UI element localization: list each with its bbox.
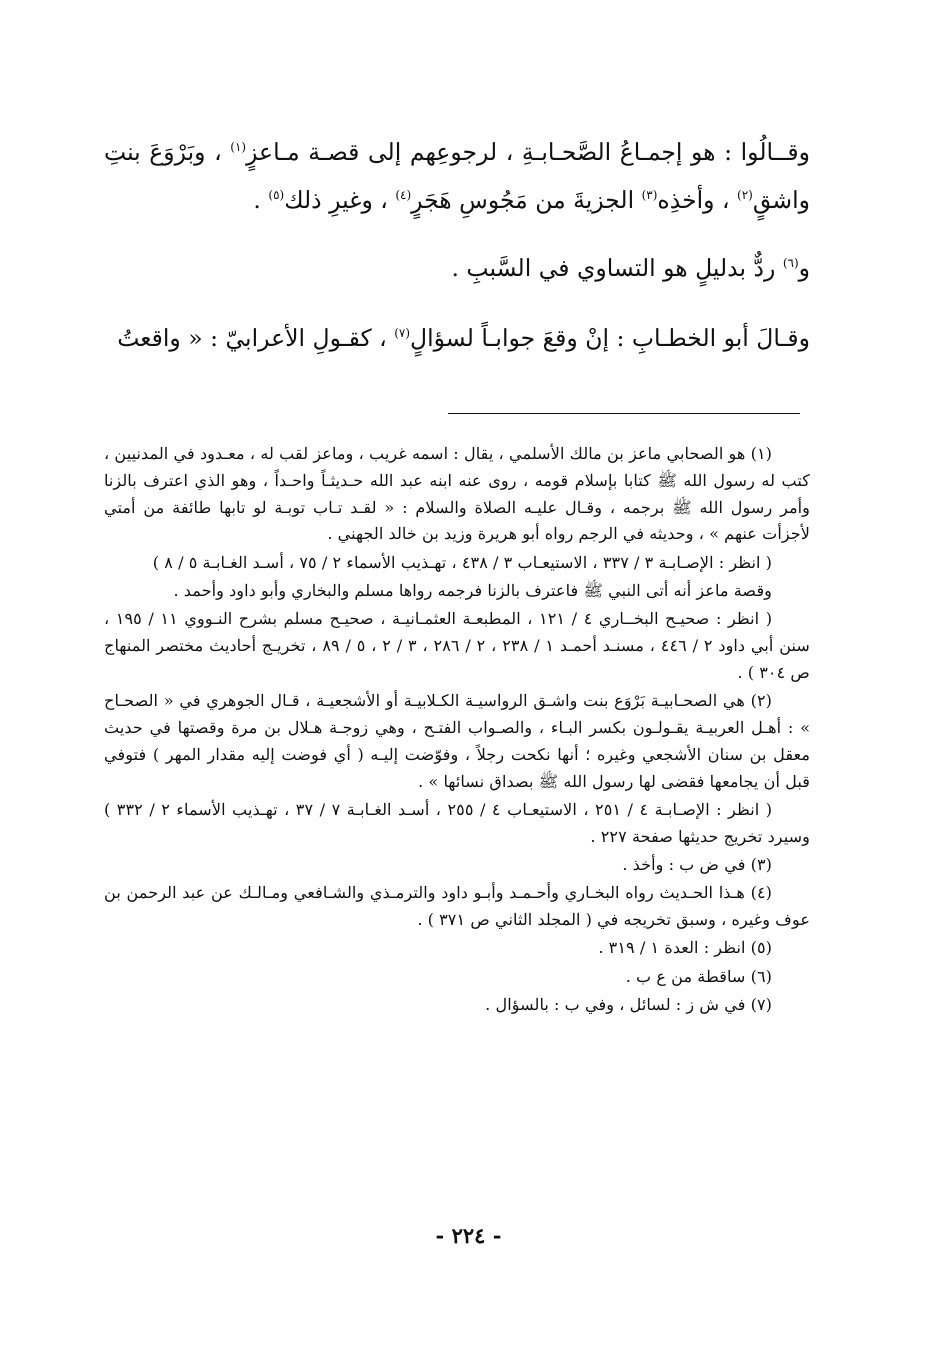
footnote-2: (٢) هي الصحـابيـة بَرْوَع بنت واشـق الرواسيـة الكـلابيـة أو الأشجعيـة ، قـال الجوهري في « الصحـاح » : أهـل العربيـة يقـولـون بكسر البـاء ، والصـواب الفتـح ، وهي زوجـة هـلال بن مرة وقصتها في حديث معقل بن سنان الأشجعي وغيره ؛ أنها نكحت رجلاً ، وفوّضت إليـه ( أي فوضت إليه مقدار المهر ) فتوفي قبل أن يجامعها فقضى لها رسول الله ﷺ بصداق نسائها » .: [104, 691, 810, 791]
footnote-marker-5: (٥): [268, 188, 285, 203]
footnote-marker-7: (٧): [394, 326, 411, 341]
footnote-4: (٤) هـذا الحـديث رواه البخـاري وأحـمـد وأبـو داود والترمـذي والشـافعي ومـالـك عن عبد الرحمن بن عوف وغيره ، وسبق تخريجه في ( المجلد الثاني ص ٣٧١ ) .: [104, 883, 810, 930]
main-text-segment: ، كقـولِ الأعرابيّ : « واقعتُ: [117, 324, 395, 352]
footnotes-section: [104, 441, 810, 1020]
main-text-segment: وقــالُوا : هو إجمـاعُ الصَّحـابـةِ ، لرجوعِهم إلى قصـة مـاعزٍ: [246, 138, 810, 166]
main-text-segment: ، وبَرْوَعَ بنتِ واشقٍ: [104, 138, 810, 214]
main-text-segment: الجزيةَ من مَجُوسِ هَجَرٍ: [411, 186, 642, 214]
footnote-6: (٦) ساقطة من ع ب .: [625, 966, 772, 986]
footnote-marker-1: (١): [230, 140, 247, 155]
footnote-separator: [448, 413, 800, 414]
footnote-marker-6: (٦): [782, 256, 799, 271]
footnote-7: (٧) في ش ز : لسائل ، وفي ب : بالسؤال .: [485, 994, 772, 1014]
main-paragraph-3: [104, 314, 810, 362]
footnote-1: (١) هو الصحابي ماعز بن مالك الأسلمي ، يقال : اسمه غريب ، وماعز لقب له ، معـدود في المدنيين ، كتب له رسول الله ﷺ كتابا بإسلام قومه ، روى عنه ابنه عبد الله حـديثـاً واحـداً ، وهو الذي اعترف بالزنا وأمر رسول الله ﷺ برجمه ، وقـال عليـه الصلاة والسلام : « لقـد تـاب توبـة لو تابها طائفة من أمتي لأجزأت عنهم » ، وحديثه في الرجم رواه أبو هريرة وزيد بن خالد الجهني .: [104, 444, 810, 544]
footnote-marker-4: (٤): [395, 188, 412, 203]
footnote-marker-3: (٣): [641, 188, 658, 203]
footnote-2-reference: ( انظر : الإصـابـة ٤ / ٢٥١ ، الاستيعـاب ٤ / ٢٥٥ ، أسـد الغـابـة ٧ / ٣٧ ، تهـذيب الأسماء ٢ / ٣٣٢ ) وسيرد تخريج حديثها صفحة ٢٢٧ .: [104, 799, 810, 846]
footnote-1-reference: ( انظر : الإصـابـة ٣ / ٣٣٧ ، الاستيعـاب ٣ / ٤٣٨ ، تهـذيب الأسماء ٢ / ٧٥ ، أسـد الغـابـة ٥ / ٨ ): [152, 552, 772, 572]
page-number: - ٢٢٤ -: [435, 1223, 502, 1248]
main-text: [104, 128, 810, 362]
footnote-5: (٥) انظر : العدة ١ / ٣١٩ .: [598, 938, 772, 958]
main-text-segment: ، وغيرِ ذلك: [284, 186, 396, 214]
main-text-segment: ، وأخذِه: [657, 186, 737, 214]
main-paragraph-2: [104, 244, 810, 292]
footnote-1-story: وقصة ماعز أنه أتى النبي ﷺ فاعترف بالزنا فرجمه رواها مسلم والبخاري وأبو داود وأحمد .: [173, 580, 772, 600]
main-text-segment: و: [798, 254, 810, 282]
main-text-segment: ردٌّ بدليلٍ هو التساوي في السَّببِ .: [451, 254, 783, 282]
main-text-segment: .: [253, 186, 269, 214]
footnote-1-reference-2: ( انظر : صحيـح البخــاري ٤ / ١٢١ ، المطبعـة العثمـانيـة ، صحيـح مسلم بشرح النـووي ١١ / ١٩٥ ، سنن أبي داود ٢ / ٤٤٦ ، مسنـد أحمـد ١ / ٢٣٨ ، ٢ / ٢٨٦ ، ٣ / ٢ ، ٥ / ٨٩ ، تخريـج أحاديث مختصر المنهاج ص ٣٠٤ ) .: [104, 609, 810, 682]
footnote-marker-2: (٢): [737, 188, 753, 203]
footnote-3: (٣) في ض ب : وأخذ .: [622, 854, 772, 874]
main-paragraph-1: [104, 128, 810, 224]
main-text-segment: وقـالَ أبو الخطـابِ : إنْ وقعَ جوابـاً لسؤالٍ: [410, 324, 810, 352]
